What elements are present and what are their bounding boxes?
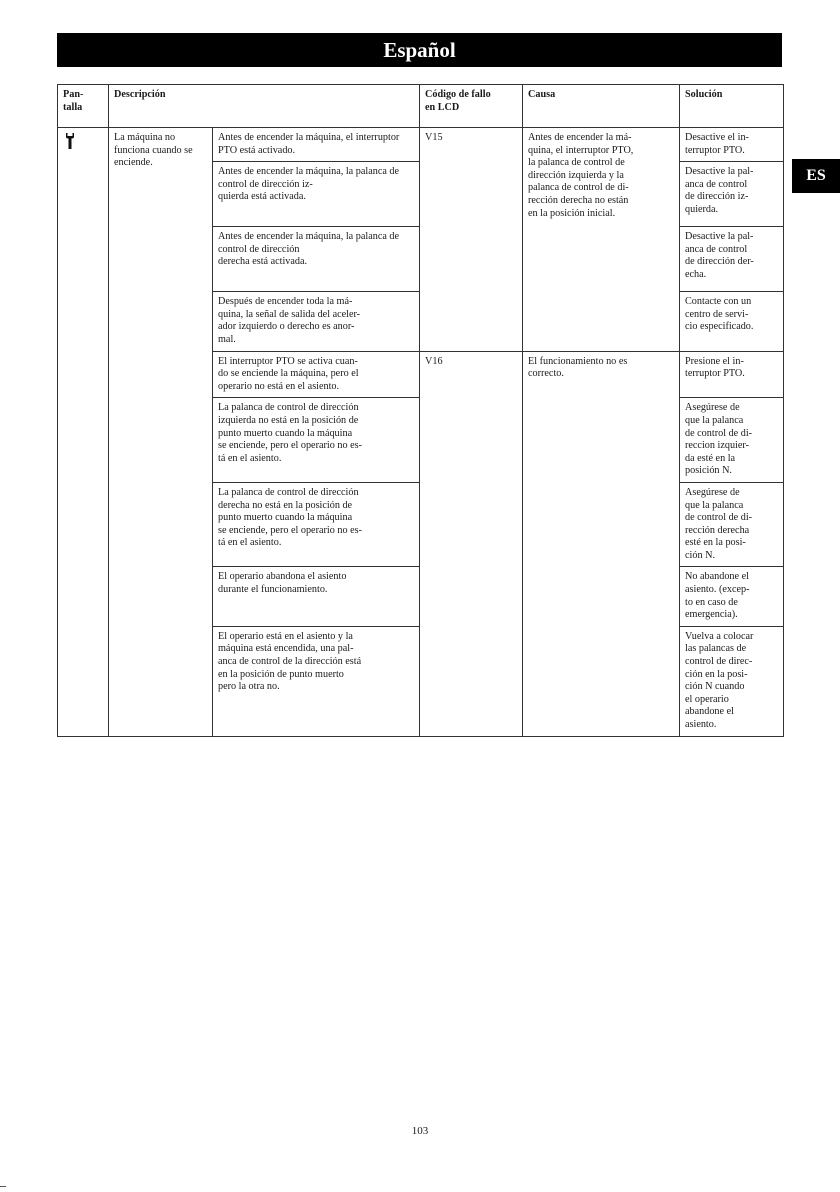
detail-cell: [213, 398, 420, 483]
solution-cell: [680, 626, 784, 736]
solution-text: Desactive el in- terruptor PTO.: [685, 132, 749, 156]
col-header-descripcion: [109, 85, 420, 128]
detail-cell: [213, 482, 420, 567]
solution-text: No abandone el asiento. (excep- to en caso de emergencia).: [685, 571, 750, 621]
solution-text: Asegúrese de que la palanca de control de di- reccion izquier- da esté en la posición N.: [685, 402, 753, 477]
table-header-row: [58, 85, 784, 128]
solution-text: Desactive la pal- anca de control de dirección der- echa.: [685, 231, 754, 280]
detail-text: Antes de encender la máquina, el interruptor PTO está activado.: [218, 132, 400, 156]
col-header-codigo: [420, 85, 523, 128]
col-header-pantalla: [58, 85, 109, 128]
col-header-causa-text: Causa: [528, 89, 556, 100]
detail-text: Antes de encender la máquina, la palanca de control de dirección derecha está activada.: [218, 231, 400, 268]
detail-cell: [213, 351, 420, 398]
detail-text: El interruptor PTO se activa cuan- do se enciende la máquina, pero el operario no está en el asiento.: [218, 355, 359, 392]
solution-text: Vuelva a colocar las palancas de control de direc- ción en la posi- ción N cuando el operario abandone el asiento.: [685, 630, 754, 730]
detail-text: El operario está en el asiento y la máquina está encendida, una pal- anca de control de la dirección está en la posición de punto muerto pero la otra no.: [218, 630, 362, 693]
solution-text: Contacte con un centro de servi- cio especificado.: [685, 296, 754, 333]
detail-text: La palanca de control de dirección derecha no está en la posición de punto muerto cuando la máquina se enciende, pero el operario no es- tá en el asiento.: [218, 486, 362, 549]
detail-cell: [213, 162, 420, 227]
wrench-icon: [63, 132, 77, 150]
cause-text: El funcionamiento no es correcto.: [528, 355, 628, 380]
fault-code-text: V15: [425, 132, 443, 143]
col-header-descripcion-text: Descripción: [114, 89, 166, 100]
solution-cell: [680, 227, 784, 292]
solution-cell: [680, 398, 784, 483]
detail-text: La palanca de control de dirección izquierda no está en la posición de punto muerto cuando la máquina se enciende, pero el operario no es- tá en el asiento.: [218, 402, 362, 464]
solution-cell: [680, 292, 784, 351]
col-header-codigo-text: Código de fallo en LCD: [425, 89, 491, 113]
main-description-cell: [109, 128, 213, 737]
solution-text: Asegúrese de que la palanca de control de di- rección derecha esté en la posi- ción N.: [685, 486, 753, 561]
cause-cell: [523, 351, 680, 736]
main-description-text: La máquina no funciona cuando se enciende.: [114, 132, 193, 169]
solution-cell: [680, 567, 784, 626]
solution-cell: [680, 128, 784, 162]
solution-text: Presione el in- terruptor PTO.: [685, 355, 745, 380]
language-tab-label: ES: [806, 167, 826, 184]
detail-text: Después de encender toda la má- quina, la señal de salida del aceler- ador izquierdo o derecho es anor- mal.: [218, 296, 361, 345]
fault-code-cell: [420, 128, 523, 352]
col-header-solucion: [680, 85, 784, 128]
detail-cell: [213, 292, 420, 351]
solution-text: Desactive la pal- anca de control de dirección iz- quierda.: [685, 166, 754, 215]
detail-cell: [213, 128, 420, 162]
fault-code-cell: [420, 351, 523, 736]
solution-cell: [680, 162, 784, 227]
page-number: 103: [411, 1125, 429, 1137]
col-header-pantalla-text: Pan- talla: [63, 89, 84, 113]
page-title: Español: [383, 38, 456, 62]
detail-text: El operario abandona el asiento durante el funcionamiento.: [218, 571, 347, 596]
table-row: [58, 128, 784, 162]
detail-cell: [213, 567, 420, 626]
solution-cell: [680, 482, 784, 567]
detail-cell: [213, 626, 420, 736]
col-header-solucion-text: Solución: [685, 89, 723, 100]
cause-text: Antes de encender la má- quina, el interruptor PTO, la palanca de control de dirección izquierda y la palanca de control de di- rección derecha no están en la posición inicial.: [528, 132, 634, 219]
crop-mark: [0, 1186, 6, 1187]
page-header: [57, 33, 782, 67]
display-icon-cell: [58, 128, 109, 737]
detail-text: Antes de encender la máquina, la palanca de control de dirección iz- quierda está activada.: [218, 166, 400, 203]
detail-cell: [213, 227, 420, 292]
cause-cell: [523, 128, 680, 352]
solution-cell: [680, 351, 784, 398]
language-tab: [792, 159, 840, 193]
fault-code-table: [57, 84, 784, 737]
fault-code-text: V16: [425, 355, 443, 367]
col-header-causa: [523, 85, 680, 128]
